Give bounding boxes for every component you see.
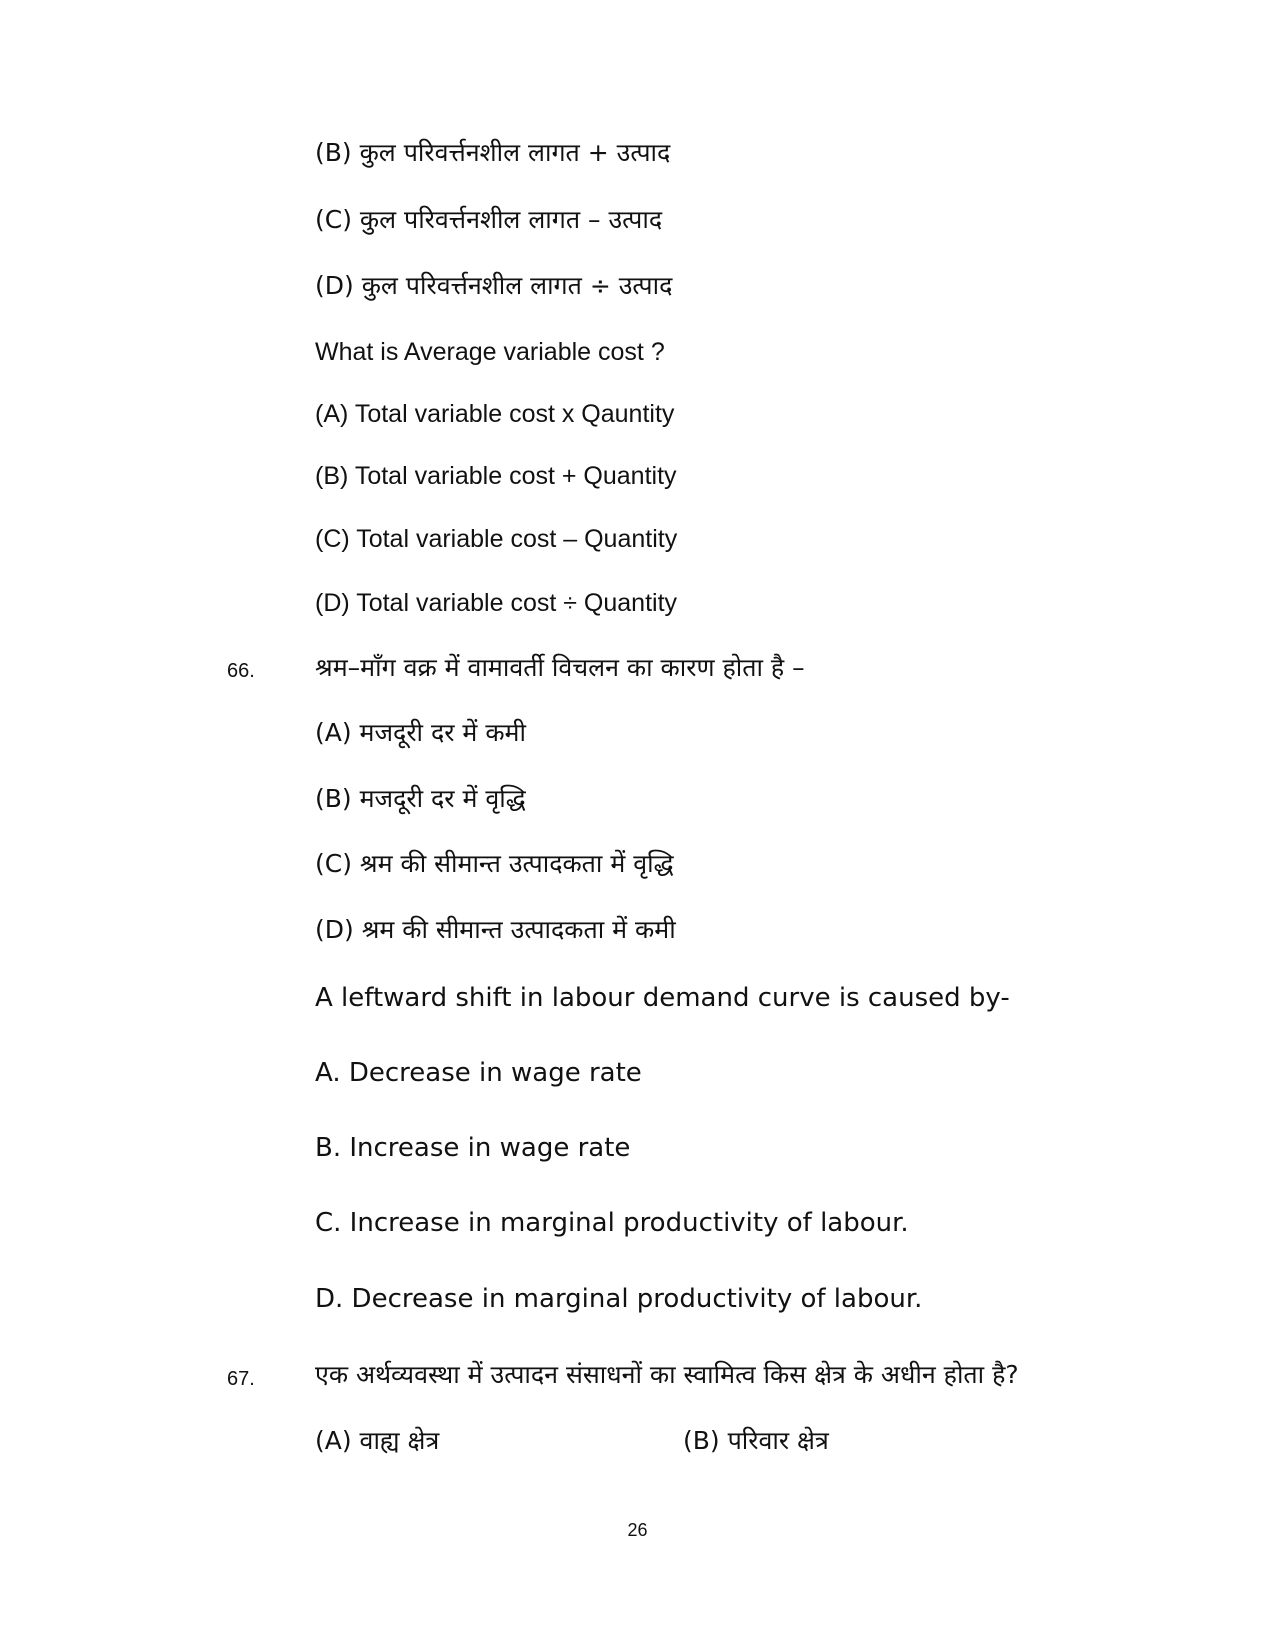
q66-hindi-option-a: (A) मजदूरी दर में कमी: [315, 718, 526, 747]
q65-hindi-option-b: (B) कुल परिवर्त्तनशील लागत + उत्पाद: [315, 138, 671, 167]
q66-number: 66.: [227, 660, 255, 682]
q66-english-question: A leftward shift in labour demand curve is caused by-: [315, 983, 1010, 1013]
q67-hindi-question: एक अर्थव्यवस्था में उत्पादन संसाधनों का स्वामित्व किस क्षेत्र के अधीन होता है?: [315, 1360, 1019, 1389]
q65-english-option-b: (B) Total variable cost + Quantity: [315, 462, 677, 490]
q66-english-option-d: D. Decrease in marginal productivity of labour.: [315, 1284, 923, 1314]
q66-hindi-option-c: (C) श्रम की सीमान्त उत्पादकता में वृद्धि: [315, 849, 674, 878]
q65-english-question: What is Average variable cost ?: [315, 338, 665, 366]
q66-hindi-option-d: (D) श्रम की सीमान्त उत्पादकता में कमी: [315, 915, 676, 944]
q67-number: 67.: [227, 1368, 255, 1390]
q66-english-option-b: B. Increase in wage rate: [315, 1133, 631, 1163]
page-number: 26: [627, 1520, 648, 1540]
q67-option-b: (B) परिवार क्षेत्र: [683, 1426, 829, 1455]
q66-english-option-a: A. Decrease in wage rate: [315, 1058, 642, 1088]
q65-english-option-a: (A) Total variable cost x Qauntity: [315, 400, 675, 428]
q66-english-option-c: C. Increase in marginal productivity of labour.: [315, 1208, 909, 1238]
q66-hindi-question: श्रम–माँग वक्र में वामावर्ती विचलन का कारण होता है –: [315, 653, 805, 682]
q65-hindi-option-d: (D) कुल परिवर्त्तनशील लागत ÷ उत्पाद: [315, 271, 673, 300]
q67-option-a: (A) वाह्य क्षेत्र: [315, 1426, 440, 1455]
q66-hindi-option-b: (B) मजदूरी दर में वृद्धि: [315, 784, 526, 813]
q65-english-option-c: (C) Total variable cost – Quantity: [315, 525, 678, 553]
q65-english-option-d: (D) Total variable cost ÷ Quantity: [315, 589, 678, 617]
q65-hindi-option-c: (C) कुल परिवर्त्तनशील लागत – उत्पाद: [315, 205, 663, 234]
